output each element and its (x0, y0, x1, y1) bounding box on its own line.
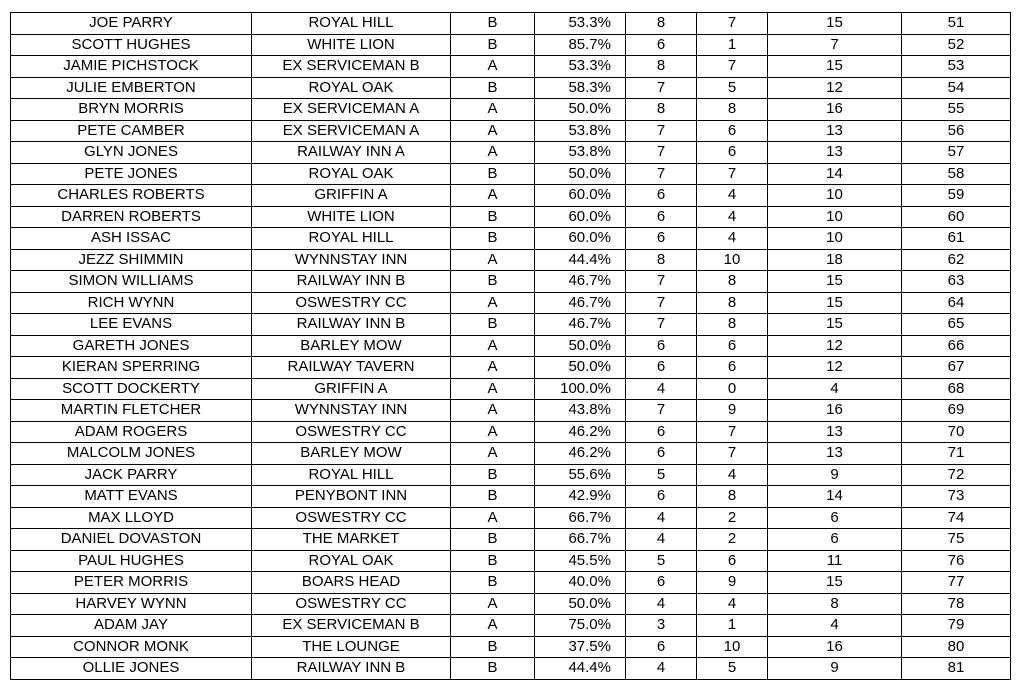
played-cell: 5 (626, 464, 697, 486)
position-cell: 74 (902, 507, 1011, 529)
player-name-cell: PETER MORRIS (11, 572, 252, 594)
team-name-cell: EX SERVICEMAN A (252, 120, 451, 142)
win-percentage-cell: 50.0% (535, 335, 626, 357)
division-cell: A (451, 593, 535, 615)
player-name-cell: DARREN ROBERTS (11, 206, 252, 228)
team-name-cell: OSWESTRY CC (252, 421, 451, 443)
lost-cell: 0 (697, 378, 768, 400)
division-cell: B (451, 77, 535, 99)
player-name-cell: SCOTT DOCKERTY (11, 378, 252, 400)
division-cell: A (451, 335, 535, 357)
division-cell: B (451, 206, 535, 228)
player-name-cell: LEE EVANS (11, 314, 252, 336)
win-percentage-cell: 37.5% (535, 636, 626, 658)
position-cell: 72 (902, 464, 1011, 486)
table-row (11, 507, 1011, 529)
total-cell: 15 (768, 56, 902, 78)
table-row (11, 464, 1011, 486)
division-cell: B (451, 228, 535, 250)
player-name-cell: SCOTT HUGHES (11, 34, 252, 56)
played-cell: 6 (626, 185, 697, 207)
lost-cell: 7 (697, 421, 768, 443)
table-row (11, 185, 1011, 207)
table-row (11, 271, 1011, 293)
lost-cell: 8 (697, 314, 768, 336)
total-cell: 9 (768, 464, 902, 486)
win-percentage-cell: 53.3% (535, 13, 626, 35)
win-percentage-cell: 43.8% (535, 400, 626, 422)
table-row (11, 99, 1011, 121)
position-cell: 76 (902, 550, 1011, 572)
total-cell: 18 (768, 249, 902, 271)
total-cell: 12 (768, 335, 902, 357)
position-cell: 59 (902, 185, 1011, 207)
lost-cell: 1 (697, 615, 768, 637)
position-cell: 70 (902, 421, 1011, 443)
table-row (11, 163, 1011, 185)
win-percentage-cell: 100.0% (535, 378, 626, 400)
total-cell: 16 (768, 636, 902, 658)
table-row (11, 228, 1011, 250)
position-cell: 81 (902, 658, 1011, 680)
lost-cell: 4 (697, 593, 768, 615)
team-name-cell: THE MARKET (252, 529, 451, 551)
player-name-cell: RICH WYNN (11, 292, 252, 314)
win-percentage-cell: 46.7% (535, 271, 626, 293)
division-cell: A (451, 443, 535, 465)
win-percentage-cell: 75.0% (535, 615, 626, 637)
division-cell: B (451, 636, 535, 658)
lost-cell: 10 (697, 636, 768, 658)
lost-cell: 8 (697, 271, 768, 293)
team-name-cell: BARLEY MOW (252, 335, 451, 357)
position-cell: 57 (902, 142, 1011, 164)
played-cell: 6 (626, 636, 697, 658)
position-cell: 55 (902, 99, 1011, 121)
player-name-cell: MARTIN FLETCHER (11, 400, 252, 422)
division-cell: A (451, 249, 535, 271)
division-cell: A (451, 357, 535, 379)
total-cell: 15 (768, 292, 902, 314)
player-name-cell: HARVEY WYNN (11, 593, 252, 615)
win-percentage-cell: 58.3% (535, 77, 626, 99)
team-name-cell: WYNNSTAY INN (252, 400, 451, 422)
team-name-cell: WHITE LION (252, 206, 451, 228)
lost-cell: 4 (697, 206, 768, 228)
played-cell: 6 (626, 357, 697, 379)
player-name-cell: JAMIE PICHSTOCK (11, 56, 252, 78)
lost-cell: 5 (697, 77, 768, 99)
win-percentage-cell: 46.2% (535, 443, 626, 465)
table-row (11, 34, 1011, 56)
division-cell: B (451, 572, 535, 594)
win-percentage-cell: 60.0% (535, 228, 626, 250)
lost-cell: 10 (697, 249, 768, 271)
team-name-cell: OSWESTRY CC (252, 507, 451, 529)
player-name-cell: JULIE EMBERTON (11, 77, 252, 99)
position-cell: 66 (902, 335, 1011, 357)
table-row (11, 292, 1011, 314)
played-cell: 6 (626, 228, 697, 250)
division-cell: A (451, 615, 535, 637)
player-name-cell: MAX LLOYD (11, 507, 252, 529)
win-percentage-cell: 60.0% (535, 206, 626, 228)
player-name-cell: SIMON WILLIAMS (11, 271, 252, 293)
position-cell: 71 (902, 443, 1011, 465)
played-cell: 4 (626, 658, 697, 680)
played-cell: 7 (626, 292, 697, 314)
played-cell: 6 (626, 421, 697, 443)
division-cell: B (451, 13, 535, 35)
win-percentage-cell: 45.5% (535, 550, 626, 572)
played-cell: 5 (626, 550, 697, 572)
team-name-cell: ROYAL HILL (252, 464, 451, 486)
lost-cell: 8 (697, 292, 768, 314)
division-cell: A (451, 400, 535, 422)
played-cell: 6 (626, 486, 697, 508)
lost-cell: 6 (697, 550, 768, 572)
win-percentage-cell: 53.3% (535, 56, 626, 78)
total-cell: 15 (768, 572, 902, 594)
team-name-cell: RAILWAY INN B (252, 271, 451, 293)
division-cell: B (451, 271, 535, 293)
win-percentage-cell: 50.0% (535, 99, 626, 121)
win-percentage-cell: 50.0% (535, 357, 626, 379)
team-name-cell: PENYBONT INN (252, 486, 451, 508)
division-cell: B (451, 163, 535, 185)
total-cell: 12 (768, 357, 902, 379)
played-cell: 4 (626, 507, 697, 529)
position-cell: 78 (902, 593, 1011, 615)
division-cell: A (451, 421, 535, 443)
player-name-cell: MATT EVANS (11, 486, 252, 508)
division-cell: A (451, 292, 535, 314)
total-cell: 11 (768, 550, 902, 572)
lost-cell: 8 (697, 486, 768, 508)
win-percentage-cell: 40.0% (535, 572, 626, 594)
win-percentage-cell: 50.0% (535, 163, 626, 185)
division-cell: A (451, 142, 535, 164)
total-cell: 16 (768, 400, 902, 422)
results-table (10, 12, 1011, 680)
table-row (11, 249, 1011, 271)
team-name-cell: RAILWAY INN B (252, 658, 451, 680)
table-row (11, 314, 1011, 336)
total-cell: 9 (768, 658, 902, 680)
position-cell: 79 (902, 615, 1011, 637)
total-cell: 7 (768, 34, 902, 56)
lost-cell: 7 (697, 443, 768, 465)
team-name-cell: ROYAL HILL (252, 13, 451, 35)
team-name-cell: EX SERVICEMAN B (252, 56, 451, 78)
total-cell: 8 (768, 593, 902, 615)
win-percentage-cell: 60.0% (535, 185, 626, 207)
played-cell: 7 (626, 77, 697, 99)
played-cell: 6 (626, 335, 697, 357)
win-percentage-cell: 42.9% (535, 486, 626, 508)
lost-cell: 6 (697, 142, 768, 164)
position-cell: 52 (902, 34, 1011, 56)
team-name-cell: RAILWAY TAVERN (252, 357, 451, 379)
lost-cell: 8 (697, 99, 768, 121)
lost-cell: 1 (697, 34, 768, 56)
win-percentage-cell: 46.7% (535, 314, 626, 336)
lost-cell: 9 (697, 400, 768, 422)
lost-cell: 4 (697, 464, 768, 486)
table-row (11, 206, 1011, 228)
team-name-cell: WYNNSTAY INN (252, 249, 451, 271)
position-cell: 61 (902, 228, 1011, 250)
position-cell: 77 (902, 572, 1011, 594)
division-cell: A (451, 378, 535, 400)
team-name-cell: OSWESTRY CC (252, 593, 451, 615)
played-cell: 4 (626, 378, 697, 400)
division-cell: A (451, 507, 535, 529)
division-cell: A (451, 56, 535, 78)
position-cell: 54 (902, 77, 1011, 99)
win-percentage-cell: 50.0% (535, 593, 626, 615)
player-name-cell: OLLIE JONES (11, 658, 252, 680)
table-row (11, 636, 1011, 658)
played-cell: 4 (626, 593, 697, 615)
played-cell: 6 (626, 572, 697, 594)
player-name-cell: PETE JONES (11, 163, 252, 185)
total-cell: 12 (768, 77, 902, 99)
player-name-cell: CHARLES ROBERTS (11, 185, 252, 207)
player-name-cell: PAUL HUGHES (11, 550, 252, 572)
table-row (11, 550, 1011, 572)
total-cell: 14 (768, 486, 902, 508)
table-row (11, 486, 1011, 508)
total-cell: 16 (768, 99, 902, 121)
division-cell: B (451, 486, 535, 508)
position-cell: 60 (902, 206, 1011, 228)
total-cell: 4 (768, 615, 902, 637)
player-name-cell: BRYN MORRIS (11, 99, 252, 121)
division-cell: B (451, 34, 535, 56)
win-percentage-cell: 66.7% (535, 529, 626, 551)
played-cell: 7 (626, 314, 697, 336)
position-cell: 68 (902, 378, 1011, 400)
team-name-cell: GRIFFIN A (252, 378, 451, 400)
table-row (11, 593, 1011, 615)
table-row (11, 77, 1011, 99)
lost-cell: 2 (697, 507, 768, 529)
played-cell: 8 (626, 13, 697, 35)
table-row (11, 572, 1011, 594)
total-cell: 15 (768, 271, 902, 293)
position-cell: 63 (902, 271, 1011, 293)
team-name-cell: RAILWAY INN B (252, 314, 451, 336)
team-name-cell: GRIFFIN A (252, 185, 451, 207)
win-percentage-cell: 53.8% (535, 142, 626, 164)
table-row (11, 421, 1011, 443)
lost-cell: 4 (697, 228, 768, 250)
team-name-cell: ROYAL OAK (252, 77, 451, 99)
total-cell: 4 (768, 378, 902, 400)
division-cell: A (451, 99, 535, 121)
table-row (11, 615, 1011, 637)
player-name-cell: KIERAN SPERRING (11, 357, 252, 379)
team-name-cell: EX SERVICEMAN A (252, 99, 451, 121)
player-name-cell: JEZZ SHIMMIN (11, 249, 252, 271)
lost-cell: 9 (697, 572, 768, 594)
team-name-cell: ROYAL HILL (252, 228, 451, 250)
player-name-cell: CONNOR MONK (11, 636, 252, 658)
table-row (11, 400, 1011, 422)
position-cell: 58 (902, 163, 1011, 185)
total-cell: 13 (768, 120, 902, 142)
lost-cell: 6 (697, 335, 768, 357)
position-cell: 51 (902, 13, 1011, 35)
position-cell: 75 (902, 529, 1011, 551)
position-cell: 62 (902, 249, 1011, 271)
lost-cell: 7 (697, 13, 768, 35)
total-cell: 13 (768, 443, 902, 465)
position-cell: 56 (902, 120, 1011, 142)
team-name-cell: EX SERVICEMAN B (252, 615, 451, 637)
team-name-cell: BARLEY MOW (252, 443, 451, 465)
player-name-cell: DANIEL DOVASTON (11, 529, 252, 551)
table-body (11, 13, 1011, 680)
win-percentage-cell: 46.7% (535, 292, 626, 314)
player-name-cell: JACK PARRY (11, 464, 252, 486)
team-name-cell: BOARS HEAD (252, 572, 451, 594)
total-cell: 13 (768, 421, 902, 443)
total-cell: 6 (768, 507, 902, 529)
total-cell: 14 (768, 163, 902, 185)
table-row (11, 378, 1011, 400)
position-cell: 65 (902, 314, 1011, 336)
played-cell: 7 (626, 400, 697, 422)
lost-cell: 2 (697, 529, 768, 551)
position-cell: 67 (902, 357, 1011, 379)
win-percentage-cell: 46.2% (535, 421, 626, 443)
lost-cell: 4 (697, 185, 768, 207)
played-cell: 6 (626, 443, 697, 465)
played-cell: 6 (626, 206, 697, 228)
win-percentage-cell: 53.8% (535, 120, 626, 142)
team-name-cell: WHITE LION (252, 34, 451, 56)
win-percentage-cell: 55.6% (535, 464, 626, 486)
played-cell: 7 (626, 142, 697, 164)
lost-cell: 7 (697, 56, 768, 78)
total-cell: 15 (768, 314, 902, 336)
played-cell: 8 (626, 56, 697, 78)
total-cell: 6 (768, 529, 902, 551)
team-name-cell: OSWESTRY CC (252, 292, 451, 314)
lost-cell: 7 (697, 163, 768, 185)
player-name-cell: GLYN JONES (11, 142, 252, 164)
position-cell: 69 (902, 400, 1011, 422)
table-row (11, 13, 1011, 35)
player-name-cell: ADAM ROGERS (11, 421, 252, 443)
player-name-cell: GARETH JONES (11, 335, 252, 357)
total-cell: 13 (768, 142, 902, 164)
team-name-cell: ROYAL OAK (252, 163, 451, 185)
player-name-cell: JOE PARRY (11, 13, 252, 35)
played-cell: 7 (626, 120, 697, 142)
position-cell: 53 (902, 56, 1011, 78)
position-cell: 64 (902, 292, 1011, 314)
table-row (11, 529, 1011, 551)
total-cell: 10 (768, 185, 902, 207)
player-name-cell: PETE CAMBER (11, 120, 252, 142)
played-cell: 7 (626, 271, 697, 293)
table-row (11, 56, 1011, 78)
division-cell: B (451, 550, 535, 572)
total-cell: 10 (768, 206, 902, 228)
win-percentage-cell: 44.4% (535, 249, 626, 271)
played-cell: 7 (626, 163, 697, 185)
lost-cell: 5 (697, 658, 768, 680)
player-name-cell: ADAM JAY (11, 615, 252, 637)
team-name-cell: RAILWAY INN A (252, 142, 451, 164)
played-cell: 8 (626, 249, 697, 271)
player-name-cell: MALCOLM JONES (11, 443, 252, 465)
lost-cell: 6 (697, 357, 768, 379)
win-percentage-cell: 85.7% (535, 34, 626, 56)
played-cell: 8 (626, 99, 697, 121)
player-name-cell: ASH ISSAC (11, 228, 252, 250)
total-cell: 15 (768, 13, 902, 35)
table-row (11, 120, 1011, 142)
lost-cell: 6 (697, 120, 768, 142)
played-cell: 4 (626, 529, 697, 551)
team-name-cell: THE LOUNGE (252, 636, 451, 658)
division-cell: A (451, 120, 535, 142)
win-percentage-cell: 44.4% (535, 658, 626, 680)
division-cell: B (451, 529, 535, 551)
table-row (11, 335, 1011, 357)
table-row (11, 142, 1011, 164)
division-cell: A (451, 185, 535, 207)
table-row (11, 658, 1011, 680)
total-cell: 10 (768, 228, 902, 250)
division-cell: B (451, 314, 535, 336)
win-percentage-cell: 66.7% (535, 507, 626, 529)
team-name-cell: ROYAL OAK (252, 550, 451, 572)
played-cell: 3 (626, 615, 697, 637)
division-cell: B (451, 464, 535, 486)
table-row (11, 357, 1011, 379)
position-cell: 73 (902, 486, 1011, 508)
position-cell: 80 (902, 636, 1011, 658)
table-row (11, 443, 1011, 465)
division-cell: B (451, 658, 535, 680)
played-cell: 6 (626, 34, 697, 56)
